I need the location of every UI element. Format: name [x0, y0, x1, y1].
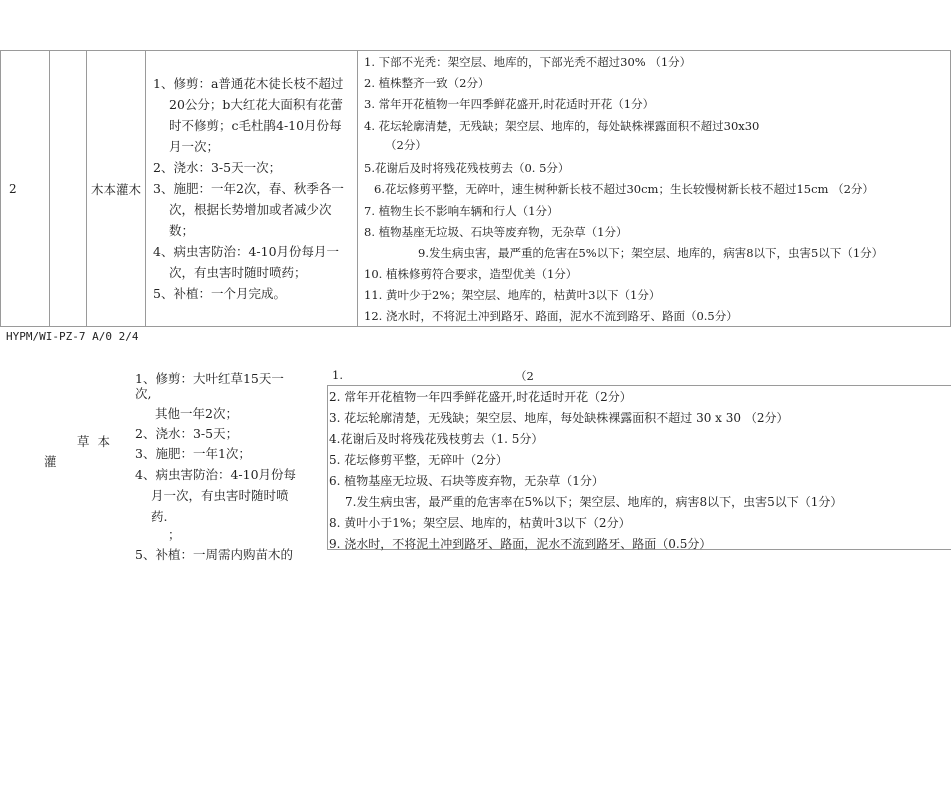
criteria-item: 7.发生病虫害，最严重的危害率在5%以下；架空层、地库的，病害8以下，虫害5以下（1分） — [345, 495, 843, 509]
maintenance-item: 1、修剪：大叶红草15天一 — [135, 371, 284, 386]
criteria-item: 10. 植株修剪符合要求，造型优美（1分） — [364, 267, 578, 281]
criteria-item: （2分） — [385, 138, 427, 152]
maintenance-item: 4、病虫害防治：4-10月份每月一次，有虫害时随时喷药； — [153, 244, 340, 280]
criteria-item: 8. 黄叶小于1%；架空层、地库的，枯黄叶3以下（2分） — [329, 516, 631, 530]
criteria-item: 4.花谢后及时将残花残枝剪去（1. 5分） — [329, 432, 544, 446]
maintenance-item: 月一次，有虫害时随时喷 — [151, 488, 289, 503]
maintenance-item: 3、施肥：一年1次； — [135, 446, 251, 461]
plant-type-cell: 木本灌木 — [87, 51, 146, 327]
standards-table-woody-shrub — [0, 50, 951, 327]
maintenance-item: ； — [168, 527, 181, 542]
criteria-item: 1. 下部不光秃：架空层、地库的，下部光秃不超过30% （1分） — [364, 55, 692, 69]
criteria-block-herb — [327, 385, 951, 550]
maintenance-item: 次, — [135, 386, 152, 401]
criteria-item: 9.发生病虫害，最严重的危害在5%以下；架空层、地库的，病害8以下，虫害5以下（1分） — [418, 246, 884, 260]
maintenance-item: 5、补植：一个月完成。 — [153, 286, 286, 301]
document-code: HYPM/WI-PZ-7 A/0 2/4 — [6, 330, 139, 343]
criteria-item: 3. 花坛轮廓清楚，无残缺；架空层、地库，每处缺株裸露面积不超过 30 x 30 （2分） — [329, 411, 789, 425]
criteria-item: 9. 浇水时，不将泥土冲到路牙、路面，泥水不流到路牙、路面（0.5分） — [329, 537, 712, 551]
row-number: 2 — [1, 51, 50, 327]
maintenance-item: 5、补植：一周需内购苗木的 — [135, 547, 293, 562]
criteria-item: 4. 花坛轮廓清楚，无残缺；架空层、地库的，每处缺株裸露面积不超过30x30 — [364, 119, 760, 133]
criteria-item: 12. 浇水时，不将泥土冲到路牙、路面，泥水不流到路牙、路面（0.5分） — [364, 309, 738, 323]
criteria-item: 5.花谢后及时将残花残枝剪去（0. 5分） — [364, 161, 570, 175]
maintenance-item: 4、病虫害防治：4-10月份每 — [135, 467, 297, 482]
blank-cell — [50, 51, 87, 327]
maintenance-item: 2、浇水：3-5天一次； — [153, 160, 282, 175]
criteria-item: 6.花坛修剪平整，无碎叶，速生树种新长枝不超过30cm；生长较慢树新长枝不超过15cm （2分） — [374, 182, 874, 196]
maintenance-item: 3、施肥：一年2次，春、秋季各一次，根据长势增加或者减少次数； — [153, 181, 344, 238]
criteria-item: 3. 常年开花植物一年四季鲜花盛开,时花适时开花（1分） — [364, 97, 655, 111]
criteria-cell — [358, 51, 951, 327]
criteria-top-fragment: （2 — [515, 369, 534, 383]
maintenance-block-herb — [128, 368, 323, 562]
maintenance-item: 药. — [151, 509, 168, 524]
criteria-item: 5. 花坛修剪平整，无碎叶（2分） — [329, 453, 508, 467]
maintenance-cell — [146, 51, 358, 327]
criteria-item: 2. 常年开花植物一年四季鲜花盛开,时花适时开花（2分） — [329, 390, 632, 404]
maintenance-item: 2、浇水：3-5天； — [135, 426, 239, 441]
plant-type-part1: 草 本 — [77, 434, 112, 449]
plant-type-part2: 灌 — [44, 454, 57, 469]
table-row — [1, 51, 951, 327]
criteria-item: 8. 植物基座无垃圾、石块等废弃物，无杂草（1分） — [364, 225, 628, 239]
maintenance-item: 其他一年2次； — [155, 406, 238, 421]
criteria-item: 2. 植株整齐一致（2分） — [364, 76, 490, 90]
criteria-item: 7. 植物生长不影响车辆和行人（1分） — [364, 204, 559, 218]
maintenance-item: 1、修剪：a普通花木徒长枝不超过20公分；b大红花大面积有花蕾时不修剪；c毛杜鹃4-10月份每月一次； — [153, 76, 344, 154]
criteria-item: 11. 黄叶少于2%；架空层、地库的，枯黄叶3以下（1分） — [364, 288, 661, 302]
criteria-top-number: 1. — [332, 368, 343, 382]
criteria-item: 6. 植物基座无垃圾、石块等废弃物，无杂草（1分） — [329, 474, 604, 488]
